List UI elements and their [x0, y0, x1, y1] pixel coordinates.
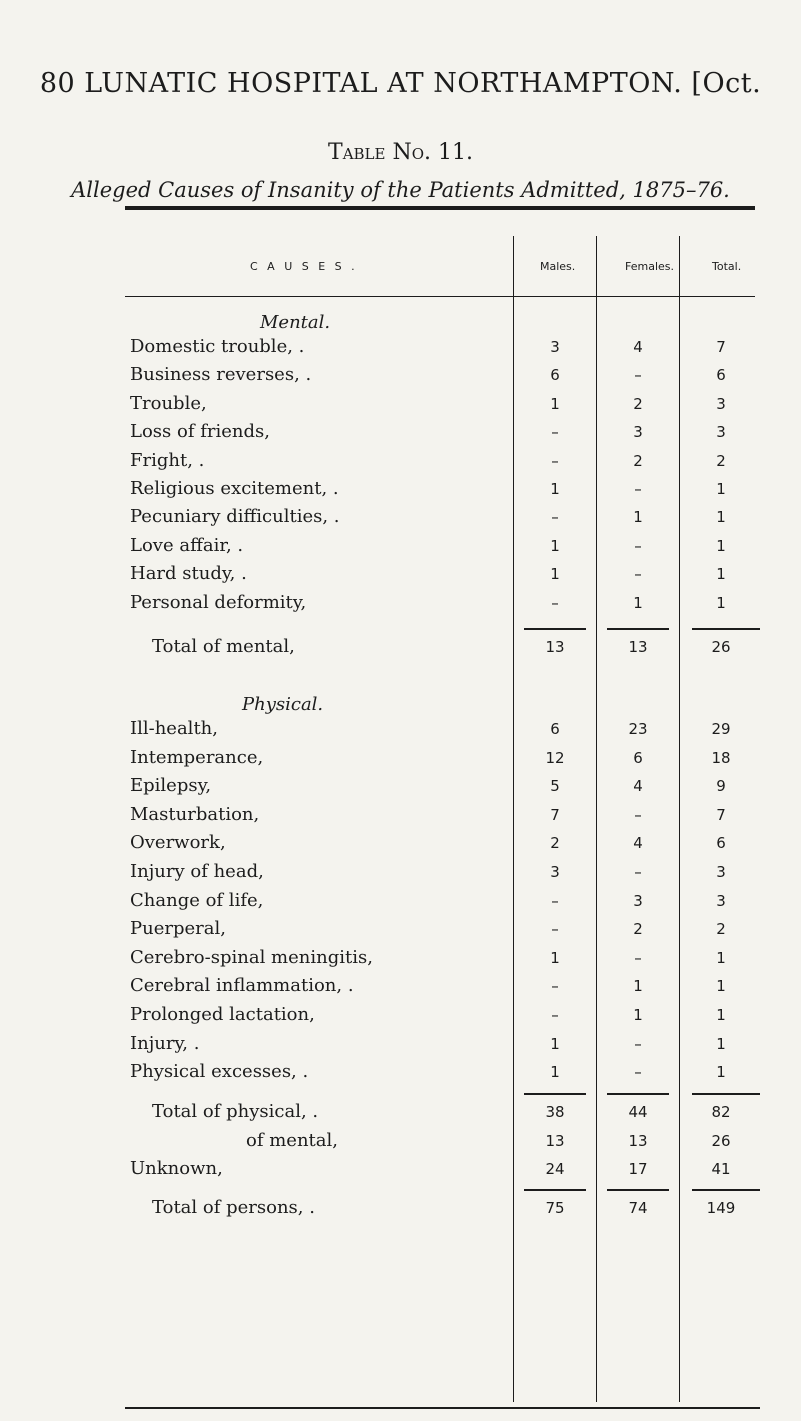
males-value: 24	[545, 1160, 565, 1178]
females-value: 74	[628, 1199, 648, 1217]
males-value: –	[551, 1006, 559, 1024]
row-label: Business reverses, .	[130, 364, 312, 386]
table-title: Table No. 11.	[328, 140, 473, 165]
females-value: –	[634, 805, 642, 824]
males-value: 1	[550, 948, 560, 967]
row-label: Trouble,	[130, 392, 207, 414]
row-label: Fright, .	[130, 449, 205, 471]
females-value: 23	[628, 720, 648, 738]
total-value: 26	[711, 638, 731, 656]
females-value: –	[634, 536, 642, 555]
total-value: 26	[711, 1132, 731, 1150]
males-value: 12	[545, 748, 565, 767]
physical-sum-rule-males	[524, 1093, 586, 1095]
total-value: 149	[706, 1199, 736, 1217]
males-value: –	[551, 451, 559, 470]
males-value: 1	[550, 1063, 560, 1082]
row-label: Physical excesses, .	[130, 1061, 309, 1083]
females-value: –	[634, 565, 642, 584]
row-label: Pecuniary difficulties, .	[130, 506, 340, 528]
females-value: 3	[633, 423, 643, 442]
row-label: Overwork,	[130, 832, 226, 854]
total-value: 6	[716, 834, 726, 853]
females-value: 3	[633, 891, 643, 910]
total-value: 1	[716, 536, 726, 555]
females-value: 44	[628, 1103, 648, 1121]
row-label: Ill-health,	[130, 718, 218, 739]
row-label: Injury of head,	[130, 861, 264, 882]
males-value: 6	[550, 720, 560, 738]
summary-row	[0, 1130, 801, 1156]
physical-row	[0, 947, 801, 973]
males-value: –	[551, 423, 559, 442]
males-value: 75	[545, 1199, 565, 1217]
mental-sum-rule-males	[524, 628, 586, 630]
physical-row	[0, 890, 801, 916]
males-value: 1	[550, 565, 560, 584]
total-value: 1	[716, 593, 726, 612]
females-value: –	[634, 1063, 642, 1082]
mental-row	[0, 393, 801, 419]
mental-row	[0, 421, 801, 447]
physical-row	[0, 1004, 801, 1030]
females-value: 13	[628, 1132, 648, 1150]
physical-row	[0, 832, 801, 858]
total-value: 3	[716, 863, 726, 881]
section-physical: Physical.	[242, 694, 324, 715]
total-value: 1	[716, 1006, 726, 1024]
females-value: 1	[633, 508, 643, 527]
mental-row	[0, 478, 801, 504]
total-value: 1	[716, 565, 726, 584]
row-label: Total of physical, .	[152, 1101, 319, 1122]
males-value: 13	[545, 1132, 565, 1150]
females-value: –	[634, 366, 642, 385]
physical-sum-rule-total	[692, 1093, 760, 1095]
row-label: Change of life,	[130, 889, 264, 911]
row-label: Love affair, .	[130, 534, 244, 556]
row-label: Total of mental,	[152, 636, 295, 657]
row-label: Injury, .	[130, 1032, 200, 1054]
females-value: 1	[633, 1006, 643, 1024]
females-value: 4	[633, 338, 643, 356]
physical-row	[0, 1033, 801, 1059]
total-value: 7	[716, 805, 726, 824]
physical-total-row	[0, 1101, 801, 1127]
males-value: 1	[550, 480, 560, 498]
grand-sum-rule-total	[692, 1189, 760, 1191]
mental-row	[0, 506, 801, 532]
row-label: Domestic trouble, .	[130, 336, 305, 357]
row-label: Prolonged lactation,	[130, 1004, 315, 1025]
males-value: –	[551, 891, 559, 910]
total-value: 7	[716, 338, 726, 356]
grand-sum-rule-females	[607, 1189, 669, 1191]
physical-sum-rule-females	[607, 1093, 669, 1095]
row-label: Personal deformity,	[130, 591, 307, 613]
col-males: Males.	[540, 260, 576, 273]
males-value: 38	[545, 1103, 565, 1121]
males-value: 7	[550, 805, 560, 824]
physical-row	[0, 975, 801, 1001]
mental-row	[0, 592, 801, 618]
top-thick-rule	[125, 206, 755, 210]
females-value: 4	[633, 834, 643, 853]
total-value: 3	[716, 423, 726, 442]
total-value: 9	[716, 777, 726, 796]
males-value: 1	[550, 394, 560, 413]
females-value: 2	[633, 451, 643, 470]
total-value: 3	[716, 394, 726, 413]
mental-row	[0, 450, 801, 476]
physical-row	[0, 804, 801, 830]
total-value: 1	[716, 480, 726, 498]
total-value: 1	[716, 1063, 726, 1082]
physical-row	[0, 775, 801, 801]
males-value: –	[551, 977, 559, 996]
physical-row	[0, 918, 801, 944]
physical-row	[0, 1061, 801, 1087]
females-value: 2	[633, 394, 643, 413]
females-value: 17	[628, 1160, 648, 1178]
row-label: Unknown,	[130, 1158, 223, 1179]
row-label: Religious excitement, .	[130, 478, 339, 499]
col-females: Females.	[625, 260, 675, 273]
header-rule	[125, 296, 755, 297]
row-label: Hard study, .	[130, 563, 247, 585]
females-value: –	[634, 948, 642, 967]
page-header	[0, 68, 801, 99]
date-bracket: [Oct.	[691, 68, 762, 99]
row-label: Total of persons, .	[152, 1197, 315, 1218]
females-value: 4	[633, 777, 643, 796]
row-label: Loss of friends,	[130, 421, 270, 443]
physical-row	[0, 747, 801, 773]
females-value: –	[634, 1034, 642, 1053]
row-label: Intemperance,	[130, 746, 264, 768]
females-value: 2	[633, 920, 643, 939]
total-value: 1	[716, 948, 726, 967]
males-value: 6	[550, 366, 560, 385]
males-value: 13	[545, 638, 565, 656]
males-value: 2	[550, 834, 560, 853]
row-label: Cerebro-spinal meningitis,	[130, 946, 373, 968]
total-value: 41	[711, 1160, 731, 1178]
mental-sum-rule-females	[607, 628, 669, 630]
total-value: 18	[711, 748, 731, 767]
row-label: Epilepsy,	[130, 775, 212, 797]
row-label: of mental,	[246, 1130, 338, 1151]
total-value: 29	[711, 720, 731, 738]
total-value: 2	[716, 451, 726, 470]
males-value: 3	[550, 863, 560, 881]
males-value: 1	[550, 536, 560, 555]
males-value: 3	[550, 338, 560, 356]
col-total: Total.	[712, 260, 742, 273]
row-label: Masturbation,	[130, 803, 260, 825]
mental-row	[0, 563, 801, 589]
total-value: 1	[716, 1034, 726, 1053]
table-subtitle: Alleged Causes of Insanity of the Patients Admitted, 1875–76.	[71, 178, 730, 202]
mental-row	[0, 535, 801, 561]
row-label: Puerperal,	[130, 918, 226, 940]
page-number: 80	[39, 68, 76, 99]
running-title: LUNATIC HOSPITAL AT NORTHAMPTON.	[84, 68, 683, 99]
mental-row	[0, 336, 801, 362]
females-value: –	[634, 480, 642, 498]
total-value: 1	[716, 977, 726, 996]
males-value: –	[551, 920, 559, 939]
grand-sum-rule-males	[524, 1189, 586, 1191]
total-value: 1	[716, 508, 726, 527]
total-value: 82	[711, 1103, 731, 1121]
grand-total-row	[0, 1197, 801, 1223]
total-value: 6	[716, 366, 726, 385]
row-label: Cerebral inflammation, .	[130, 975, 354, 997]
males-value: 5	[550, 777, 560, 796]
mental-row	[0, 364, 801, 390]
total-value: 2	[716, 920, 726, 939]
physical-row	[0, 718, 801, 744]
summary-row	[0, 1158, 801, 1184]
mental-sum-rule-total	[692, 628, 760, 630]
females-value: 1	[633, 977, 643, 996]
females-value: –	[634, 863, 642, 881]
section-mental: Mental.	[260, 312, 331, 333]
males-value: 1	[550, 1034, 560, 1053]
females-value: 6	[633, 748, 643, 767]
males-value: –	[551, 593, 559, 612]
males-value: –	[551, 508, 559, 527]
females-value: 13	[628, 638, 648, 656]
total-value: 3	[716, 891, 726, 910]
females-value: 1	[633, 593, 643, 612]
physical-row	[0, 861, 801, 887]
bottom-rule	[125, 1407, 760, 1409]
mental-total-row	[0, 636, 801, 662]
col-causes: C A U S E S .	[250, 260, 358, 273]
